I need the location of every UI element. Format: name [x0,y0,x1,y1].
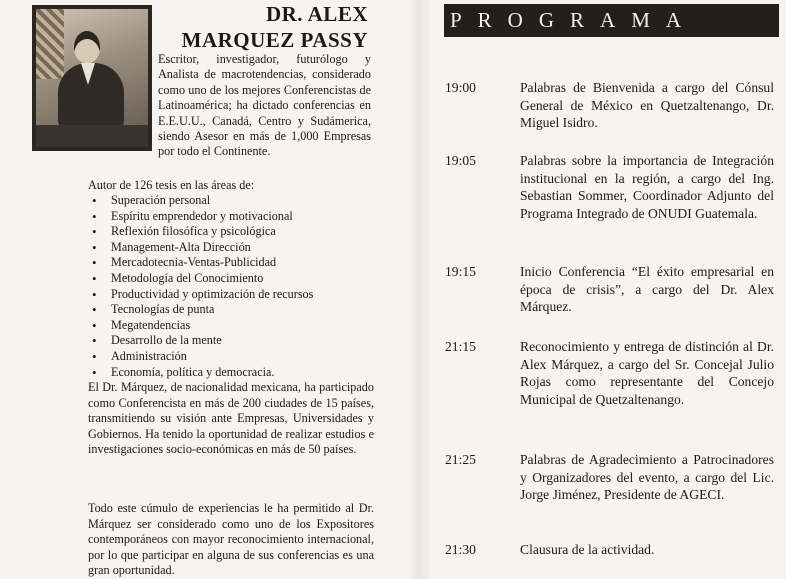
schedule-time: 19:15 [445,264,476,279]
topic-item: • Metodología del Conocimiento [92,271,313,287]
schedule-description: Reconocimiento y entrega de distinción al Dr. Alex Márquez, a cargo del Sr. Concejal Julio Rojas como representante del Concejo Municipal de Quetzaltenango. [520,339,774,407]
schedule-time: 21:30 [445,542,476,557]
speaker-name-line2: MARQUEZ PASSY [181,28,368,52]
topic-item: • Espíritu emprendedor y motivacional [92,209,313,225]
topic-item: • Reflexión filosófica y psicológica [92,224,313,240]
topic-item: • Desarrollo de la mente [92,333,313,349]
schedule-time: 21:25 [445,452,476,467]
topics-list [92,193,313,380]
recognition-paragraph: Todo este cúmulo de experiencias le ha permitido al Dr. Márquez ser considerado como uno de los Expositores contemporáneos con mayor reconocimiento internacional, por lo que participar en alguna de sus conferencias es una gran oportunidad. [88,501,374,577]
schedule-description: Palabras sobre la importancia de Integración institucional en la región, a cargo del Ing. Sebastian Sommer, Coordinador Adjunto del Programa Integrado de ONUDI Guatemala. [520,153,774,221]
topic-item: • Mercadotecnia-Ventas-Publicidad [92,255,313,271]
topic-item: • Management-Alta Dirección [92,240,313,256]
speaker-bio: Escritor, investigador, futurólogo y Analista de macrotendencias, considerado como uno de los mejores Conferencistas de Latinoamérica; ha dictado conferencias en E.E.U.U., Canadá, Centro y Sudámerica, siendo Asesor en más de 1,000 Empresas por todo el Continente. [158,52,371,159]
topics-intro: Autor de 126 tesis en las áreas de: [88,178,255,192]
schedule-description: Palabras de Bienvenida a cargo del Cónsul General de México en Quetzaltenango, Dr. Miguel Isidro. [520,80,774,130]
schedule-time: 21:15 [445,339,476,354]
topic-item: • Superación personal [92,193,313,209]
topic-item: • Productividad y optimización de recursos [92,287,313,303]
programa-heading: PROGRAMA [444,4,779,37]
speaker-name-line1: DR. ALEX [265,2,368,26]
topic-item: • Tecnologías de punta [92,302,313,318]
schedule-time: 19:05 [445,153,476,168]
topic-item: • Megatendencias [92,318,313,334]
page-fold [408,0,430,579]
experience-paragraph: El Dr. Márquez, de nacionalidad mexicana, ha participado como Conferencista en más de 200 ciudades de 15 países, transmitiendo su visión ante Empresas, Universidades y Gobiernos. Ha tenido la oportunidad de realizar estudios e investigaciones socio-económicas en más de 50 países. [88,380,374,456]
topic-item: • Economía, política y democracia. [92,365,313,381]
schedule-description: Palabras de Agradecimiento a Patrocinadores y Organizadores del evento, a cargo del Lic. Jorge Jiménez, Presidente de AGECI. [520,452,774,502]
schedule-time: 19:00 [445,80,476,95]
topic-item: • Administración [92,349,313,365]
schedule-description: Inicio Conferencia “El éxito empresarial en época de crisis”, a cargo del Dr. Alex Márquez. [520,264,774,314]
schedule-description: Clausura de la actividad. [520,542,655,557]
speaker-name [128,1,368,53]
